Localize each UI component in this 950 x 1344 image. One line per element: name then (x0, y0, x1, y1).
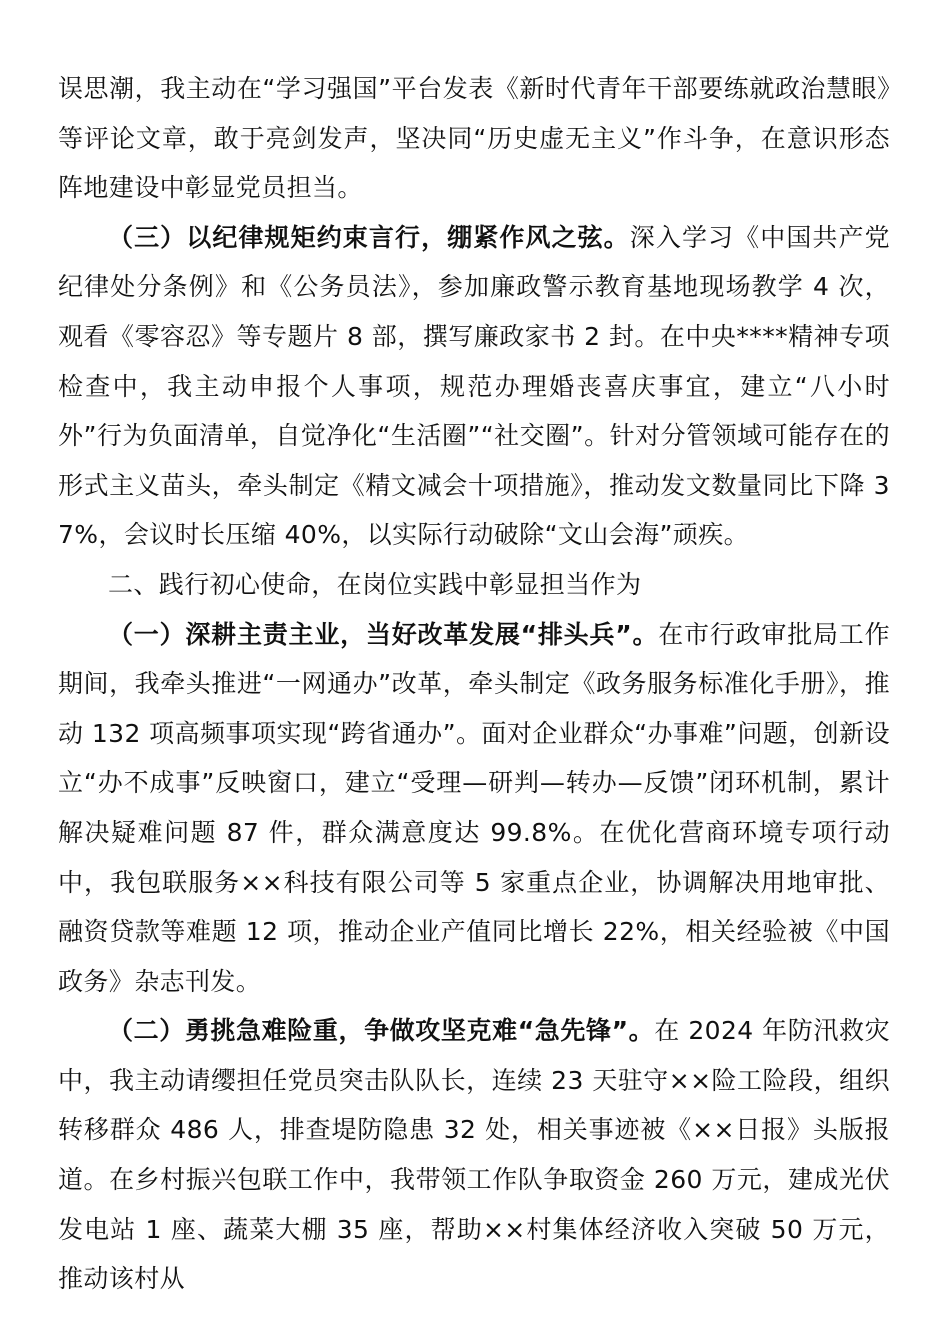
paragraph-text: 在 2024 年防汛救灾中，我主动请缨担任党员突击队队长，连续 23 天驻守××险工险段，组织转移群众 486 人，排查堤防隐患 32 处，相关事迹被《××日报》头版报道。在乡村振兴包联工作中，我带领工作队争取资金 260 万元，建成光伏发电站 1 座、蔬菜大棚 35 座，帮助××村集体经济收入突破 50 万元，推动该村从 (58, 1016, 890, 1294)
section-heading-1: （一）深耕主责主业，当好改革发展“排头兵”。 (108, 619, 659, 649)
section-heading-3: （三）以纪律规矩约束言行，绷紧作风之弦。 (108, 222, 630, 252)
paragraph-continuation (58, 64, 890, 213)
paragraph-text: 误思潮，我主动在“学习强国”平台发表《新时代青年干部要练就政治慧眼》等评论文章，敢于亮剑发声，坚决同“历史虚无主义”作斗争，在意识形态阵地建设中彰显党员担当。 (58, 74, 890, 203)
section-heading-2: （二）勇挑急难险重，争做攻坚克难“急先锋”。 (108, 1016, 655, 1046)
paragraph-discipline (58, 213, 890, 560)
paragraph-flood (58, 1006, 890, 1304)
paragraph-text: 深入学习《中国共产党纪律处分条例》和《公务员法》，参加廉政警示教育基地现场教学 4 次，观看《零容忍》等专题片 8 部，撰写廉政家书 2 封。在中央****精神专项检查中，我主动申报个人事项，规范办理婚丧喜庆事宜，建立“八小时外”行为负面清单，自觉净化“生活圈”“社交圈”。针对分管领域可能存在的形式主义苗头，牵头制定《精文减会十项措施》，推动发文数量同比下降 37%，会议时长压缩 40%，以实际行动破除“文山会海”顽疾。 (58, 222, 890, 550)
document-body (58, 64, 890, 1304)
chapter-heading-2 (58, 560, 890, 610)
paragraph-text: 在市行政审批局工作期间，我牵头推进“一网通办”改革，牵头制定《政务服务标准化手册》，推动 132 项高频事项实现“跨省通办”。面对企业群众“办事难”问题，创新设立“办不成事”反映窗口，建立“受理—研判—转办—反馈”闭环机制，累计解决疑难问题 87 件，群众满意度达 99.8%。在优化营商环境专项行动中，我包联服务××科技有限公司等 5 家重点企业，协调解决用地审批、融资贷款等难题 12 项，推动企业产值同比增长 22%，相关经验被《中国政务》杂志刊发。 (58, 619, 890, 996)
chapter-heading-text: 二、践行初心使命，在岗位实践中彰显担当作为 (108, 569, 642, 599)
paragraph-reform (58, 610, 890, 1007)
